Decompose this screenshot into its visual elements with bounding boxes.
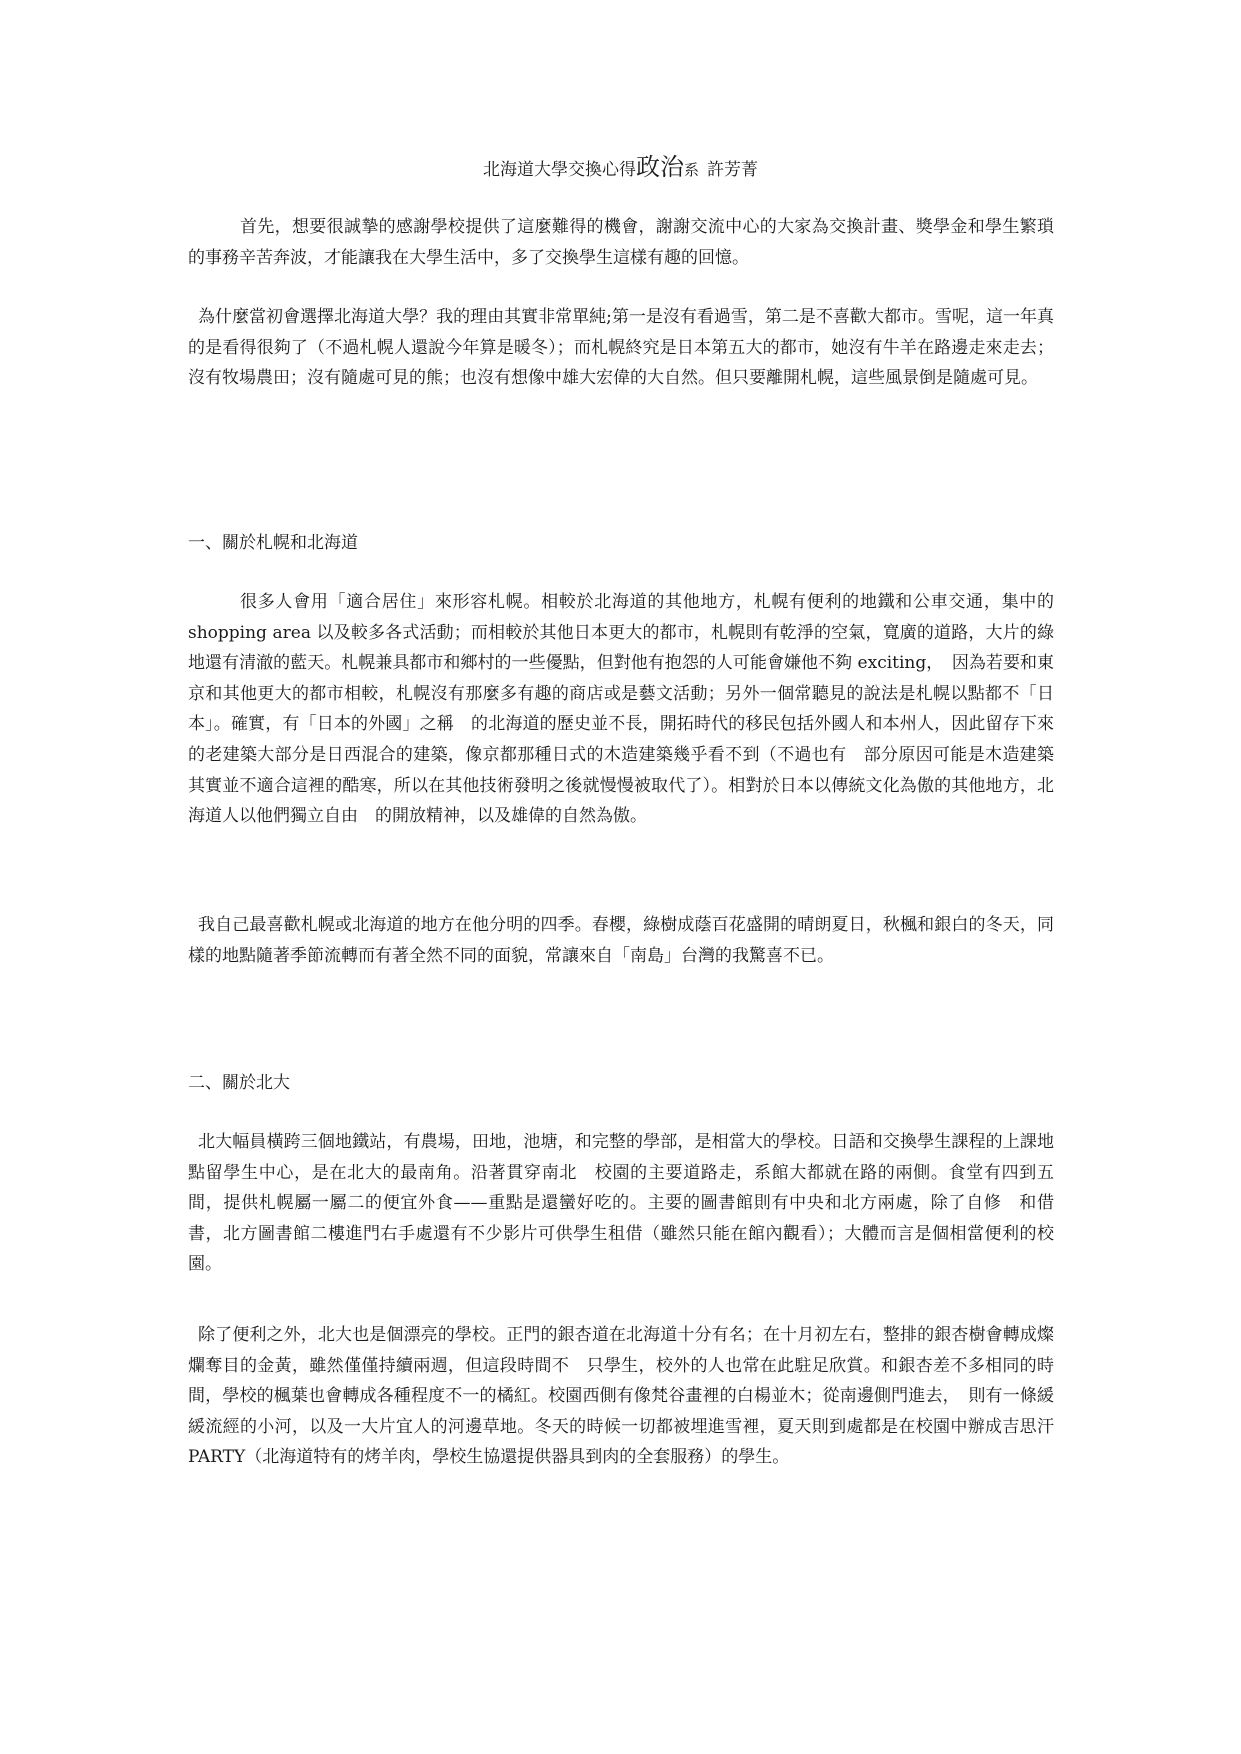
title-department-suffix: 系 [683, 161, 699, 179]
section-1-paragraph-2: 我自己最喜歡札幌或北海道的地方在他分明的四季。春櫻，綠樹成蔭百花盛開的晴朗夏日，秋楓和銀白的冬天，同樣的地點隨著季節流轉而有著全然不同的面貌，常讓來自「南島」台灣的我驚喜不已。 [188, 915, 1054, 966]
section-2-paragraph-2: 除了便利之外，北大也是個漂亮的學校。正門的銀杏道在北海道十分有名；在十月初左右，整排的銀杏樹會轉成燦爛奪目的金黃，雖然僅僅持續兩週，但這段時間不 只學生，校外的人也常在此駐足欣賞。和銀杏差不多相同的時間，學校的楓葉也會轉成各種程度不一的橘紅。校園西側有像梵谷畫裡的白楊並木；從南邊側門進去， 則有一條緩緩流經的小河，以及一大片宜人的河邊草地。冬天的時候一切都被埋進雪裡，夏天則到處都是在校園中辦成吉思汗 PARTY（北海道特有的烤羊肉，學校生協還提供器具到肉的全套服務）的學生。 [188, 1325, 1054, 1468]
section-2-heading: 二、關於北大 [188, 1073, 290, 1093]
intro-paragraph-1: 首先，想要很誠摯的感謝學校提供了這麼難得的機會，謝謝交流中心的大家為交換計畫、獎學金和學生繁瑣的事務辛苦奔波，才能讓我在大學生活中，多了交換學生這樣有趣的回憶。 [188, 217, 1054, 268]
title-department: 政治 [635, 153, 684, 181]
section-2-paragraph-1: 北大幅員橫跨三個地鐵站，有農場，田地，池塘，和完整的學部，是相當大的學校。日語和交換學生課程的上課地點留學生中心，是在北大的最南角。沿著貫穿南北 校園的主要道路走，系館大都就在路的兩側。食堂有四到五間，提供札幌屬一屬二的便宜外食——重點是還蠻好吃的。主要的圖書館則有中央和北方兩處，除了自修 和借書，北方圖書館二樓進門右手處還有不少影片可供學生租借（雖然只能在館內觀看）；大體而言是個相當便利的校園。 [188, 1132, 1054, 1275]
title-text: 北海道大學交換心得 [482, 160, 636, 180]
section-1-paragraph-1: 很多人會用「適合居住」來形容札幌。相較於北海道的其他地方，札幌有便利的地鐵和公車交通，集中的 shopping area 以及較多各式活動；而相較於其他日本更大的都市，札幌則有乾淨的空氣，寬廣的道路，大片的綠地還有清澈的藍天。札幌兼具都市和鄉村的一些優點，但對他有抱怨的人可能會嫌他不夠 exciting， 因為若要和東京和其他更大的都市相較，札幌沒有那麼多有趣的商店或是藝文活動；另外一個常聽見的說法是札幌以點都不「日本」。確實，有「日本的外國」之稱 的北海道的歷史並不長，開拓時代的移民包括外國人和本州人，因此留存下來的老建築大部分是日西混合的建築，像京都那種日式的木造建築幾乎看不到（不過也有 部分原因可能是木造建築其實並不適合這裡的酷寒，所以在其他技術發明之後就慢慢被取代了）。相對於日本以傳統文化為傲的其他地方，北海道人以他們獨立自由 的開放精神，以及雄偉的自然為傲。 [188, 592, 1054, 827]
title-author: 許芳菁 [707, 160, 758, 180]
intro-paragraph-2: 為什麼當初會選擇北海道大學？我的理由其實非常單純;第一是沒有看過雪，第二是不喜歡大都市。雪呢，這一年真的是看得很夠了（不過札幌人還說今年算是暖冬）；而札幌終究是日本第五大的都市，她沒有牛羊在路邊走來走去；沒有牧場農田；沒有隨處可見的熊；也沒有想像中雄大宏偉的大自然。但只要離開札幌，這些風景倒是隨處可見。 [188, 307, 1054, 389]
section-1-heading: 一、關於札幌和北海道 [188, 533, 358, 553]
document-title [0, 152, 1241, 185]
